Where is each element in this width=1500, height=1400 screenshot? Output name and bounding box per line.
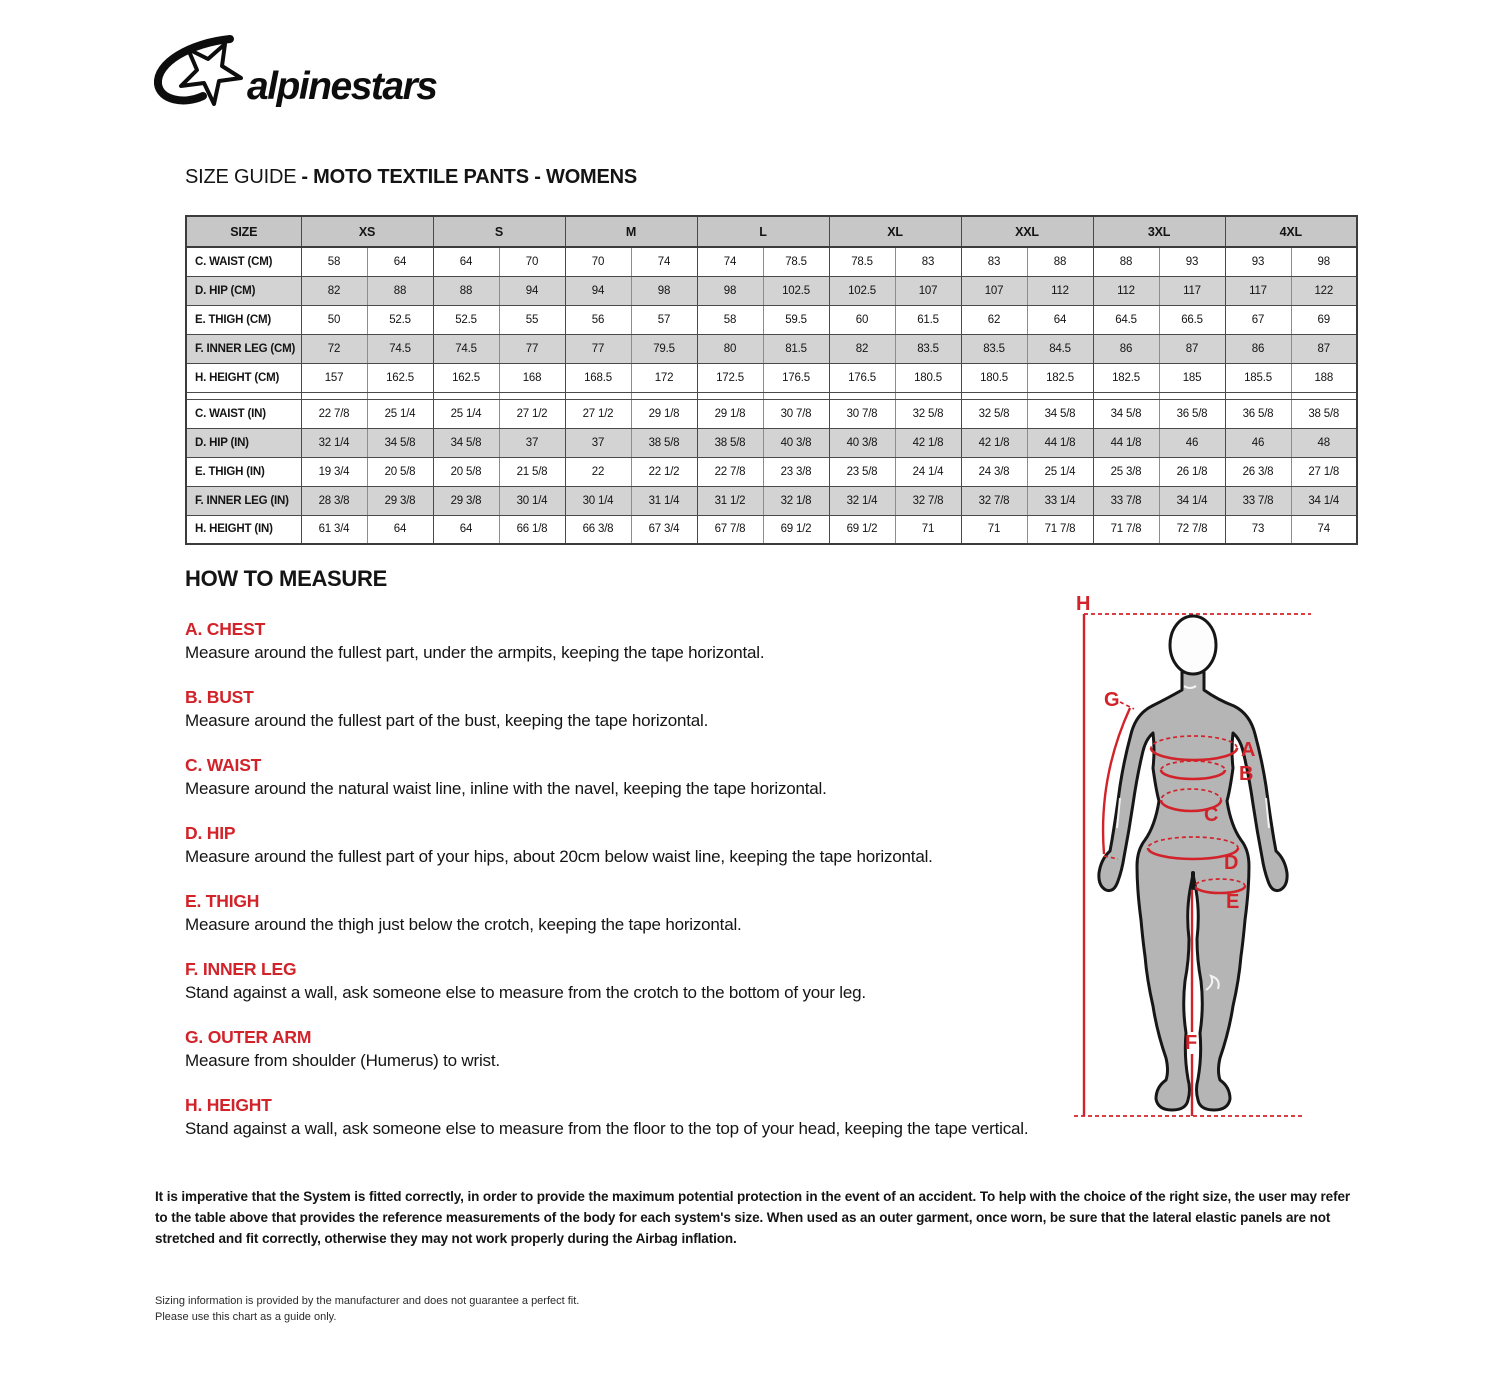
table-cell: 74 — [631, 247, 697, 276]
table-cell: 50 — [301, 305, 367, 334]
table-cell: 185.5 — [1225, 363, 1291, 392]
table-cell: 33 1/4 — [1027, 486, 1093, 515]
table-cell: 93 — [1225, 247, 1291, 276]
table-cell: 180.5 — [895, 363, 961, 392]
table-cell: 25 3/8 — [1093, 457, 1159, 486]
measure-label: H. HEIGHT — [185, 1095, 272, 1115]
table-cell: 32 7/8 — [895, 486, 961, 515]
measure-section — [185, 958, 1085, 1004]
table-cell: 29 1/8 — [631, 399, 697, 428]
table-cell: 64.5 — [1093, 305, 1159, 334]
table-cell: 157 — [301, 363, 367, 392]
table-cell: 78.5 — [763, 247, 829, 276]
table-cell: 34 5/8 — [433, 428, 499, 457]
table-cell: 26 3/8 — [1225, 457, 1291, 486]
table-cell: 34 1/4 — [1291, 486, 1357, 515]
table-cell: 87 — [1159, 334, 1225, 363]
table-cell: 34 5/8 — [1093, 399, 1159, 428]
table-cell: 30 1/4 — [499, 486, 565, 515]
table-cell: 34 5/8 — [367, 428, 433, 457]
table-cell: 28 3/8 — [301, 486, 367, 515]
table-cell: 44 1/8 — [1093, 428, 1159, 457]
table-cell: 71 — [961, 515, 1027, 544]
table-cell: 48 — [1291, 428, 1357, 457]
table-spacer-cell — [499, 392, 565, 399]
table-cell: 94 — [499, 276, 565, 305]
table-cell: 59.5 — [763, 305, 829, 334]
table-cell: 74 — [697, 247, 763, 276]
table-row-label: D. HIP (CM) — [186, 276, 301, 305]
fine-print — [155, 1293, 579, 1325]
table-corner-label: SIZE — [186, 216, 301, 247]
table-cell: 188 — [1291, 363, 1357, 392]
table-cell: 66.5 — [1159, 305, 1225, 334]
table-cell: 25 1/4 — [433, 399, 499, 428]
table-cell: 30 7/8 — [829, 399, 895, 428]
table-row-label: H. HEIGHT (IN) — [186, 515, 301, 544]
table-cell: 66 3/8 — [565, 515, 631, 544]
table-cell: 83.5 — [895, 334, 961, 363]
table-spacer-cell — [961, 392, 1027, 399]
table-cell: 24 3/8 — [961, 457, 1027, 486]
measure-description: Stand against a wall, ask someone else to measure from the floor to the top of your head, keeping the tape vertical. — [185, 1119, 1029, 1138]
table-cell: 86 — [1225, 334, 1291, 363]
table-cell: 23 5/8 — [829, 457, 895, 486]
table-cell: 67 3/4 — [631, 515, 697, 544]
table-size-header: XS — [301, 216, 433, 247]
table-row — [186, 334, 1357, 363]
measure-section — [185, 618, 1085, 664]
table-cell: 82 — [829, 334, 895, 363]
table-spacer-cell — [895, 392, 961, 399]
table-row — [186, 305, 1357, 334]
logo-star-icon — [150, 32, 470, 124]
measure-description: Measure around the thigh just below the crotch, keeping the tape horizontal. — [185, 915, 742, 934]
measure-section — [185, 890, 1085, 936]
table-cell: 27 1/8 — [1291, 457, 1357, 486]
table-cell: 27 1/2 — [565, 399, 631, 428]
table-cell: 117 — [1159, 276, 1225, 305]
table-cell: 30 1/4 — [565, 486, 631, 515]
table-cell: 107 — [895, 276, 961, 305]
table-spacer-cell — [1291, 392, 1357, 399]
table-cell: 69 1/2 — [763, 515, 829, 544]
table-cell: 176.5 — [763, 363, 829, 392]
figure-label-outer-arm: G — [1104, 689, 1120, 711]
table-cell: 84.5 — [1027, 334, 1093, 363]
table-spacer-cell — [565, 392, 631, 399]
table-cell: 46 — [1225, 428, 1291, 457]
table-cell: 61.5 — [895, 305, 961, 334]
measure-section — [185, 1026, 1085, 1072]
table-cell: 162.5 — [367, 363, 433, 392]
table-cell: 98 — [1291, 247, 1357, 276]
table-cell: 38 5/8 — [1291, 399, 1357, 428]
table-spacer-cell — [1159, 392, 1225, 399]
table-spacer-cell — [829, 392, 895, 399]
measure-label: C. WAIST — [185, 755, 262, 775]
table-row — [186, 363, 1357, 392]
table-size-header: 4XL — [1225, 216, 1357, 247]
table-cell: 67 7/8 — [697, 515, 763, 544]
table-cell: 107 — [961, 276, 1027, 305]
table-cell: 26 1/8 — [1159, 457, 1225, 486]
page-title — [185, 166, 637, 189]
measure-label: B. BUST — [185, 687, 254, 707]
measure-label: F. INNER LEG — [185, 959, 297, 979]
table-cell: 168.5 — [565, 363, 631, 392]
table-cell: 34 1/4 — [1159, 486, 1225, 515]
measure-description: Measure around the fullest part of your hips, about 20cm below waist line, keeping the tape horizontal. — [185, 847, 933, 866]
table-cell: 69 — [1291, 305, 1357, 334]
table-cell: 71 7/8 — [1027, 515, 1093, 544]
table-cell: 66 1/8 — [499, 515, 565, 544]
table-size-header: XL — [829, 216, 961, 247]
table-cell: 20 5/8 — [367, 457, 433, 486]
fine-print-line-2: Please use this chart as a guide only. — [155, 1311, 337, 1323]
table-cell: 42 1/8 — [895, 428, 961, 457]
table-cell: 29 3/8 — [433, 486, 499, 515]
table-cell: 57 — [631, 305, 697, 334]
table-cell: 29 3/8 — [367, 486, 433, 515]
table-cell: 88 — [1093, 247, 1159, 276]
table-cell: 19 3/4 — [301, 457, 367, 486]
table-cell: 81.5 — [763, 334, 829, 363]
body-figure-svg — [1068, 588, 1318, 1128]
table-cell: 70 — [565, 247, 631, 276]
table-size-header: M — [565, 216, 697, 247]
table-size-header: XXL — [961, 216, 1093, 247]
fine-print-line-1: Sizing information is provided by the manufacturer and does not guarantee a perfect fit. — [155, 1295, 580, 1307]
table-cell: 98 — [697, 276, 763, 305]
table-row — [186, 457, 1357, 486]
table-spacer-cell — [763, 392, 829, 399]
table-cell: 77 — [499, 334, 565, 363]
table-cell: 88 — [367, 276, 433, 305]
measure-label: D. HIP — [185, 823, 236, 843]
table-cell: 112 — [1093, 276, 1159, 305]
table-cell: 69 1/2 — [829, 515, 895, 544]
table-row-label: H. HEIGHT (CM) — [186, 363, 301, 392]
table-cell: 82 — [301, 276, 367, 305]
page-title-regular: SIZE GUIDE — [185, 166, 297, 188]
size-table-container — [185, 215, 1358, 545]
table-cell: 79.5 — [631, 334, 697, 363]
table-spacer-cell — [301, 392, 367, 399]
table-spacer-cell — [186, 392, 301, 399]
table-cell: 102.5 — [829, 276, 895, 305]
table-cell: 64 — [1027, 305, 1093, 334]
table-cell: 52.5 — [433, 305, 499, 334]
table-cell: 122 — [1291, 276, 1357, 305]
table-cell: 34 5/8 — [1027, 399, 1093, 428]
table-cell: 29 1/8 — [697, 399, 763, 428]
table-cell: 86 — [1093, 334, 1159, 363]
table-cell: 62 — [961, 305, 1027, 334]
table-spacer-cell — [433, 392, 499, 399]
table-cell: 83 — [895, 247, 961, 276]
table-cell: 72 7/8 — [1159, 515, 1225, 544]
table-size-header: 3XL — [1093, 216, 1225, 247]
table-cell: 94 — [565, 276, 631, 305]
alpinestars-logo — [150, 32, 470, 129]
table-cell: 172 — [631, 363, 697, 392]
table-cell: 32 5/8 — [895, 399, 961, 428]
table-cell: 27 1/2 — [499, 399, 565, 428]
table-cell: 37 — [565, 428, 631, 457]
table-row-label: C. WAIST (CM) — [186, 247, 301, 276]
table-cell: 32 1/8 — [763, 486, 829, 515]
table-row-label: E. THIGH (CM) — [186, 305, 301, 334]
table-cell: 172.5 — [697, 363, 763, 392]
table-cell: 33 7/8 — [1225, 486, 1291, 515]
table-cell: 185 — [1159, 363, 1225, 392]
measure-label: E. THIGH — [185, 891, 260, 911]
logo-wordmark: alpinestars — [247, 65, 437, 108]
table-cell: 182.5 — [1093, 363, 1159, 392]
table-spacer-cell — [1225, 392, 1291, 399]
table-cell: 168 — [499, 363, 565, 392]
table-row — [186, 486, 1357, 515]
body-measurement-figure — [1068, 588, 1318, 1133]
table-cell: 32 1/4 — [829, 486, 895, 515]
table-cell: 64 — [433, 515, 499, 544]
table-cell: 36 5/8 — [1159, 399, 1225, 428]
table-cell: 40 3/8 — [829, 428, 895, 457]
table-cell: 58 — [301, 247, 367, 276]
measure-description: Measure around the fullest part, under the armpits, keeping the tape horizontal. — [185, 643, 765, 662]
figure-label-thigh: E — [1226, 891, 1240, 913]
table-cell: 32 7/8 — [961, 486, 1027, 515]
table-cell: 74 — [1291, 515, 1357, 544]
figure-label-chest: A — [1241, 739, 1256, 761]
table-cell: 74.5 — [367, 334, 433, 363]
table-cell: 25 1/4 — [367, 399, 433, 428]
table-cell: 32 5/8 — [961, 399, 1027, 428]
table-row — [186, 399, 1357, 428]
table-row-label: D. HIP (IN) — [186, 428, 301, 457]
figure-label-waist: C — [1204, 804, 1219, 826]
table-cell: 64 — [367, 247, 433, 276]
table-cell: 21 5/8 — [499, 457, 565, 486]
table-cell: 74.5 — [433, 334, 499, 363]
how-to-measure-section — [185, 566, 1085, 1162]
table-cell: 46 — [1159, 428, 1225, 457]
table-cell: 64 — [433, 247, 499, 276]
measure-sections — [185, 618, 1085, 1140]
measure-description: Measure around the natural waist line, inline with the navel, keeping the tape horizontal. — [185, 779, 827, 798]
table-cell: 77 — [565, 334, 631, 363]
table-cell: 23 3/8 — [763, 457, 829, 486]
table-cell: 38 5/8 — [631, 428, 697, 457]
how-to-measure-heading: HOW TO MEASURE — [185, 566, 387, 591]
table-header-row — [186, 216, 1357, 247]
table-size-header: S — [433, 216, 565, 247]
measure-description: Measure from shoulder (Humerus) to wrist. — [185, 1051, 500, 1070]
measure-label: A. CHEST — [185, 619, 266, 639]
table-cell: 31 1/4 — [631, 486, 697, 515]
table-size-header: L — [697, 216, 829, 247]
table-cell: 182.5 — [1027, 363, 1093, 392]
table-cell: 58 — [697, 305, 763, 334]
table-cell: 64 — [367, 515, 433, 544]
table-cell: 33 7/8 — [1093, 486, 1159, 515]
table-cell: 162.5 — [433, 363, 499, 392]
table-cell: 22 7/8 — [301, 399, 367, 428]
table-cell: 93 — [1159, 247, 1225, 276]
page-title-bold: - MOTO TEXTILE PANTS - WOMENS — [301, 166, 638, 188]
table-cell: 20 5/8 — [433, 457, 499, 486]
table-cell: 22 1/2 — [631, 457, 697, 486]
table-cell: 73 — [1225, 515, 1291, 544]
table-cell: 112 — [1027, 276, 1093, 305]
table-cell: 71 — [895, 515, 961, 544]
table-cell: 71 7/8 — [1093, 515, 1159, 544]
table-row — [186, 247, 1357, 276]
table-cell: 88 — [1027, 247, 1093, 276]
table-spacer-cell — [631, 392, 697, 399]
table-cell: 36 5/8 — [1225, 399, 1291, 428]
table-cell: 24 1/4 — [895, 457, 961, 486]
table-row — [186, 276, 1357, 305]
figure-label-hip: D — [1224, 852, 1239, 874]
table-cell: 98 — [631, 276, 697, 305]
table-cell: 88 — [433, 276, 499, 305]
table-spacer-cell — [1093, 392, 1159, 399]
table-cell: 42 1/8 — [961, 428, 1027, 457]
table-row-label: E. THIGH (IN) — [186, 457, 301, 486]
table-cell: 83.5 — [961, 334, 1027, 363]
table-row-label: F. INNER LEG (IN) — [186, 486, 301, 515]
table-cell: 180.5 — [961, 363, 1027, 392]
figure-label-inner-leg: F — [1185, 1032, 1198, 1054]
table-cell: 117 — [1225, 276, 1291, 305]
table-cell: 61 3/4 — [301, 515, 367, 544]
table-cell: 30 7/8 — [763, 399, 829, 428]
table-cell: 72 — [301, 334, 367, 363]
measure-description: Stand against a wall, ask someone else to measure from the crotch to the bottom of your leg. — [185, 983, 866, 1002]
figure-label-height: H — [1076, 593, 1091, 615]
table-cell: 67 — [1225, 305, 1291, 334]
table-spacer-cell — [1027, 392, 1093, 399]
table-cell: 31 1/2 — [697, 486, 763, 515]
table-cell: 22 7/8 — [697, 457, 763, 486]
measure-section — [185, 686, 1085, 732]
outer-arm-tick-top — [1120, 702, 1134, 709]
table-cell: 37 — [499, 428, 565, 457]
table-spacer-cell — [697, 392, 763, 399]
size-table — [185, 215, 1358, 545]
table-row-label: C. WAIST (IN) — [186, 399, 301, 428]
table-cell: 176.5 — [829, 363, 895, 392]
table-row — [186, 515, 1357, 544]
table-cell: 70 — [499, 247, 565, 276]
table-spacer-cell — [367, 392, 433, 399]
table-cell: 32 1/4 — [301, 428, 367, 457]
table-cell: 60 — [829, 305, 895, 334]
measure-section — [185, 822, 1085, 868]
table-cell: 83 — [961, 247, 1027, 276]
figure-label-bust: B — [1239, 763, 1254, 785]
table-cell: 87 — [1291, 334, 1357, 363]
figure-head — [1170, 616, 1216, 674]
table-cell: 52.5 — [367, 305, 433, 334]
table-cell: 44 1/8 — [1027, 428, 1093, 457]
table-cell: 56 — [565, 305, 631, 334]
measure-description: Measure around the fullest part of the bust, keeping the tape horizontal. — [185, 711, 709, 730]
table-row-label: F. INNER LEG (CM) — [186, 334, 301, 363]
table-cell: 40 3/8 — [763, 428, 829, 457]
table-cell: 78.5 — [829, 247, 895, 276]
table-cell: 38 5/8 — [697, 428, 763, 457]
table-cell: 80 — [697, 334, 763, 363]
table-cell: 22 — [565, 457, 631, 486]
table-spacer-row — [186, 392, 1357, 399]
measure-section — [185, 1094, 1085, 1140]
fit-disclaimer: It is imperative that the System is fitted correctly, in order to provide the maximum potential protection in the event of an accident. To help with the choice of the right size, the user may refer to the table above that provides the reference measurements of the body for each system's size. When used as an outer garment, once worn, be sure that the lateral elastic panels are not stretched and fit correctly, otherwise they may not work properly during the Airbag inflation. — [155, 1189, 1351, 1246]
table-cell: 102.5 — [763, 276, 829, 305]
table-row — [186, 428, 1357, 457]
table-cell: 25 1/4 — [1027, 457, 1093, 486]
table-cell: 55 — [499, 305, 565, 334]
measure-section — [185, 754, 1085, 800]
measure-label: G. OUTER ARM — [185, 1027, 312, 1047]
